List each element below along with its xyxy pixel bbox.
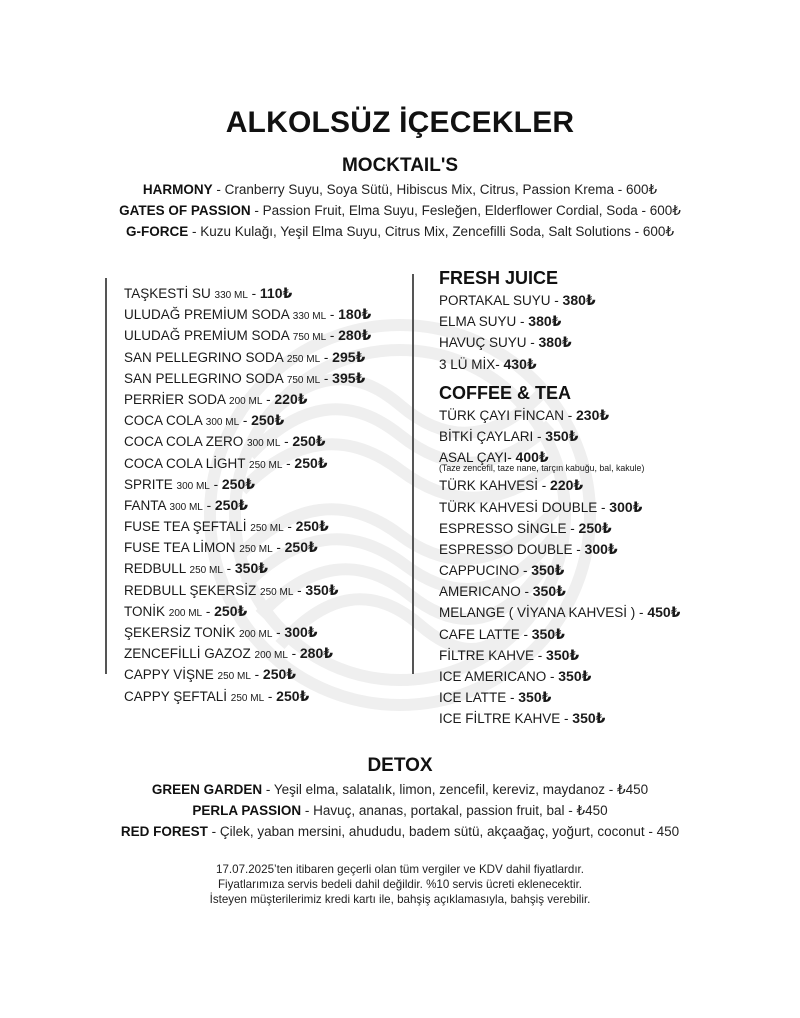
soft-drink-item: SAN PELLEGRINO SODA 750 ML - 395₺ <box>124 369 366 386</box>
asal-cay-note: (Taze zencefil, taze nane, tarçın kabuğu, bal, kakule) <box>439 463 645 474</box>
left-divider <box>105 278 107 674</box>
juice-item: PORTAKAL SUYU - 380₺ <box>439 292 596 308</box>
coffee-item: CAPPUCINO - 350₺ <box>439 562 565 579</box>
mocktail-price: - 600₺ <box>637 203 681 218</box>
coffee-item: CAFE LATTE - 350₺ <box>439 625 565 642</box>
mocktail-item: G-FORCE - Kuzu Kulağı, Yeşil Elma Suyu, Citrus Mix, Zencefilli Soda, Salt Solutions - 600₺ <box>125 224 675 239</box>
juice-item: 3 LÜ MİX- 430₺ <box>439 355 537 372</box>
soft-drink-item: CAPPY VİŞNE 250 ML - 250₺ <box>124 666 297 683</box>
coffee-tea-heading: COFFEE & TEA <box>439 382 572 403</box>
soft-drink-item: ŞEKERSİZ TONİK 200 ML - 300₺ <box>124 624 318 640</box>
detox-item: PERLA PASSION - Havuç, ananas, portakal, passion fruit, bal - ₺450 <box>192 803 608 818</box>
mocktail-name: GATES OF PASSION <box>119 203 251 218</box>
detox-heading: DETOX <box>367 755 433 776</box>
soft-drink-item: COCA COLA LİGHT 250 ML - 250₺ <box>124 454 328 471</box>
juice-item: HAVUÇ SUYU - 380₺ <box>439 334 572 351</box>
soft-drink-item: FUSE TEA LİMON 250 ML - 250₺ <box>124 539 318 556</box>
coffee-item: ICE AMERICANO - 350₺ <box>439 668 592 684</box>
mocktail-price: - 600₺ <box>630 224 675 239</box>
detox-description: Çilek, yaban mersini, ahududu, badem sütü, akçaağaç, yoğurt, coconut - 450 <box>219 824 680 839</box>
coffee-item: ICE FİLTRE KAHVE - 350₺ <box>439 710 606 727</box>
mocktails-heading: MOCKTAIL'S <box>341 155 459 176</box>
soft-drink-item: COCA COLA ZERO 300 ML - 250₺ <box>124 433 326 450</box>
footer-line: 17.07.2025’ten itibaren geçerli olan tüm vergiler ve KDV dahil fiyatlardır. <box>216 863 584 876</box>
detox-name: RED FOREST <box>120 824 208 839</box>
soft-drink-item: FUSE TEA ŞEFTALİ 250 ML - 250₺ <box>124 518 329 535</box>
soft-drink-item: PERRİER SODA 200 ML - 220₺ <box>124 390 308 407</box>
coffee-item: FİLTRE KAHVE - 350₺ <box>439 646 580 663</box>
detox-description: Havuç, ananas, portakal, passion fruit, bal - ₺450 <box>313 803 608 818</box>
detox-name: PERLA PASSION <box>192 803 302 818</box>
soft-drink-item: TAŞKESTİ SU 330 ML - 110₺ <box>124 285 293 301</box>
coffee-item: ICE LATTE - 350₺ <box>439 689 552 706</box>
mocktails-list <box>0 179 800 242</box>
detox-name: GREEN GARDEN <box>151 782 263 797</box>
detox-item: RED FOREST - Çilek, yaban mersini, ahududu, badem sütü, akçaağaç, yoğurt, coconut - 450 <box>120 824 680 839</box>
coffee-item: TÜRK ÇAYI FİNCAN - 230₺ <box>439 406 610 423</box>
soft-drinks-list <box>124 283 371 707</box>
soft-drink-item: ULUDAĞ PREMİUM SODA 750 ML - 280₺ <box>124 327 372 344</box>
mocktail-name: HARMONY <box>142 182 213 197</box>
coffee-item: TÜRK KAHVESİ - 220₺ <box>439 477 584 494</box>
coffee-item: MELANGE ( VİYANA KAHVESİ ) - 450₺ <box>439 604 681 621</box>
mocktail-item: HARMONY - Cranberry Suyu, Soya Sütü, Hibiscus Mix, Citrus, Passion Krema - 600₺ <box>142 182 658 197</box>
coffee-item: BİTKİ ÇAYLARI - 350₺ <box>439 427 579 444</box>
mocktail-item: GATES OF PASSION - Passion Fruit, Elma Suyu, Fesleğen, Elderflower Cordial, Soda - 600₺ <box>119 203 681 218</box>
soft-drink-item: ULUDAĞ PREMİUM SODA 330 ML - 180₺ <box>124 306 372 323</box>
coffee-item: ESPRESSO DOUBLE - 300₺ <box>439 540 618 557</box>
detox-description: Yeşil elma, salatalık, limon, zencefil, kereviz, maydanoz - ₺450 <box>273 782 649 797</box>
juice-item: ELMA SUYU - 380₺ <box>439 313 562 330</box>
soft-drink-item: CAPPY ŞEFTALİ 250 ML - 250₺ <box>124 687 310 704</box>
coffee-item: ASAL ÇAYI- 400₺ <box>439 449 549 466</box>
mocktail-price: - 600₺ <box>614 182 658 197</box>
detox-list <box>0 779 800 842</box>
soft-drink-item: REDBULL 250 ML - 350₺ <box>124 560 268 577</box>
soft-drink-item: COCA COLA 300 ML - 250₺ <box>124 412 285 429</box>
mocktail-description: Cranberry Suyu, Soya Sütü, Hibiscus Mix, Citrus, Passion Krema <box>224 182 614 197</box>
footer-notes <box>0 862 800 907</box>
soft-drink-item: SAN PELLEGRINO SODA 250 ML - 295₺ <box>124 348 366 365</box>
footer-line: Fiyatlarımıza servis bedeli dahil değildir. %10 servis ücreti eklenecektir. <box>217 878 583 891</box>
mocktail-description: Passion Fruit, Elma Suyu, Fesleğen, Elderflower Cordial, Soda <box>262 203 638 218</box>
footer-line: İsteyen müşterilerimiz kredi kartı ile, bahşiş açıklamasıyla, bahşiş verebilir. <box>209 893 591 906</box>
detox-item: GREEN GARDEN - Yeşil elma, salatalık, limon, zencefil, kereviz, maydanoz - ₺450 <box>151 782 649 797</box>
soft-drink-item: ZENCEFİLLİ GAZOZ 200 ML - 280₺ <box>124 645 333 662</box>
mocktail-description: Kuzu Kulağı, Yeşil Elma Suyu, Citrus Mix, Zencefilli Soda, Salt Solutions <box>200 224 631 239</box>
coffee-item: AMERICANO - 350₺ <box>439 583 566 600</box>
soft-drink-item: TONİK 200 ML - 250₺ <box>124 602 248 619</box>
coffee-item: TÜRK KAHVESİ DOUBLE - 300₺ <box>439 498 643 515</box>
soft-drink-item: SPRITE 300 ML - 250₺ <box>124 475 255 492</box>
soft-drink-item: FANTA 300 ML - 250₺ <box>124 496 248 513</box>
fresh-juice-heading: FRESH JUICE <box>439 268 559 288</box>
right-column <box>439 266 680 730</box>
center-divider <box>412 274 414 674</box>
mocktail-name: G-FORCE <box>125 224 189 239</box>
coffee-item: ESPRESSO SİNGLE - 250₺ <box>439 519 612 536</box>
page-title: ALKOLSÜZ İÇECEKLER <box>225 106 575 139</box>
soft-drink-item: REDBULL ŞEKERSİZ 250 ML - 350₺ <box>124 581 339 598</box>
